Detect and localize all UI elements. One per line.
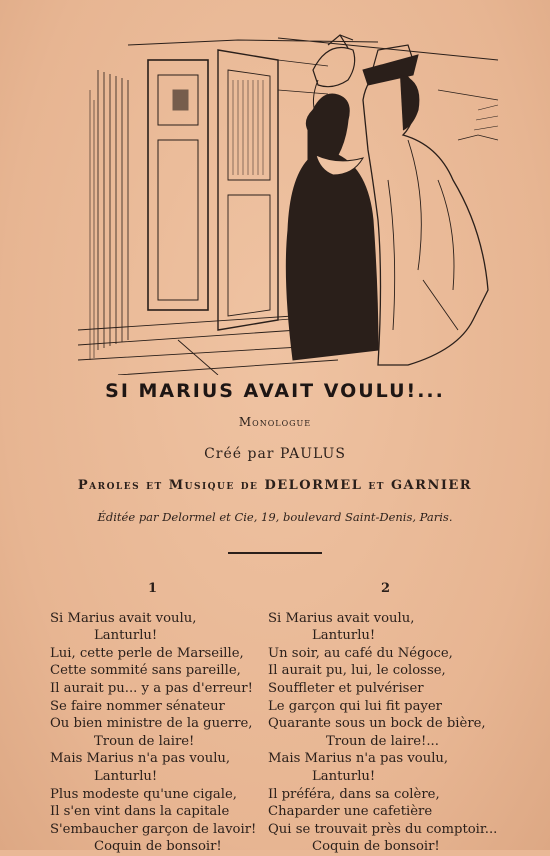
verse-line: Chaparder une cafetière	[268, 804, 433, 820]
verse-line: Lui, cette perle de Marseille,	[50, 645, 244, 661]
verse-line: Un soir, au café du Négoce,	[268, 645, 453, 661]
verse-line: Lanturlu!	[94, 768, 158, 784]
verse-line: Cette sommité sans pareille,	[50, 663, 241, 679]
verse-line: Il préféra, dans sa colère,	[268, 786, 440, 802]
verse-number: 2	[380, 581, 391, 596]
verse-line: Quarante sous un bock de bière,	[268, 716, 486, 732]
verse-line: Lanturlu!	[312, 628, 376, 644]
verse-line: Le garçon qui lui fit payer	[268, 698, 442, 714]
verse-2	[268, 580, 503, 856]
verse-1	[50, 580, 255, 856]
verse-lines	[268, 610, 503, 856]
verse-line: Si Marius avait voulu,	[50, 610, 197, 626]
song-publisher: Éditée par Delormel et Cie, 19, boulevard Saint-Denis, Paris.	[97, 510, 453, 524]
verse-line: Ou bien ministre de la guerre,	[50, 716, 253, 732]
verse-line: Il aurait pu... y a pas d'erreur!	[50, 680, 253, 696]
verse-line: Il s'en vint dans la capitale	[50, 804, 230, 820]
verse-line: Souffleter et pulvériser	[268, 680, 424, 696]
verse-lines	[50, 610, 255, 856]
verse-line: Plus modeste qu'une cigale,	[50, 786, 237, 802]
song-creator: Créé par PAULUS	[204, 446, 346, 462]
verse-line: Coquin de bonsoir!	[94, 839, 222, 855]
verse-line: Mais Marius n'a pas voulu,	[50, 751, 231, 767]
verse-line: Si Marius avait voulu,	[268, 610, 415, 626]
verse-line: Troun de laire!...	[326, 733, 439, 749]
verse-line: Qui se trouvait près du comptoir...	[268, 821, 498, 837]
verse-line: Troun de laire!	[94, 733, 195, 749]
verse-line: Mais Marius n'a pas voulu,	[268, 751, 449, 767]
song-authors: Paroles et Musique de DELORMEL et GARNIER	[77, 478, 473, 493]
verse-line: Il aurait pu, lui, le colosse,	[268, 663, 446, 679]
song-genre: Monologue	[238, 415, 312, 429]
verse-number: 1	[147, 581, 158, 596]
verse-line: Lanturlu!	[94, 628, 158, 644]
engraving-illustration	[78, 30, 503, 375]
verse-line: Lanturlu!	[312, 768, 376, 784]
divider-rule	[228, 552, 322, 554]
verse-line: Se faire nommer sénateur	[50, 698, 225, 714]
verse-line: Coquin de bonsoir!	[312, 839, 440, 855]
verse-line: S'embaucher garçon de lavoir!	[50, 821, 257, 837]
song-title: SI MARIUS AVAIT VOULU!...	[105, 380, 445, 402]
